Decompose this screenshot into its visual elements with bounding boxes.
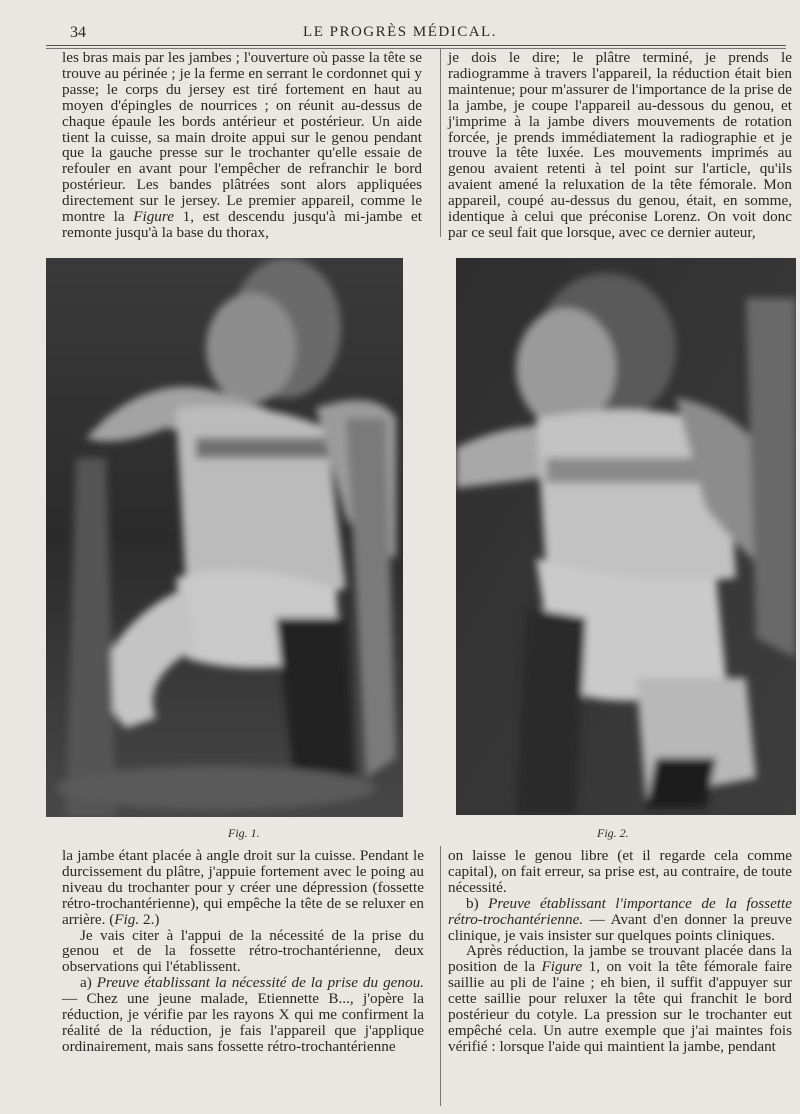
paragraph: je dois le dire; le plâtre terminé, je prends le radiogramme à travers l'appareil, la réduction était bien maintenue; pour m'assurer de l'importance de la prise de la jambe, je coupe l'appareil au-dessous du genou, et j'imprime à la jambe divers mouvements de rotation forcée, je prends immédiatement la radiographie et je trouve la tête luxée. Les mouvements imprimés au genou avaient retenti à tel point sur l'article, qu'ils avaient amené la reluxation de la tête fémorale. Mon appareil, coupé au-dessus du genou, était, en somme, identique à celui que préconise Lorenz. On voit donc par ce seul fait que lorsque, avec ce dernier auteur, [448,49,792,241]
paragraph [62,848,424,928]
paragraph [62,50,422,241]
paragraph [448,943,792,1054]
figure-2-caption: Fig. 2. [597,826,629,840]
paragraph [62,975,424,1055]
figure-1-photograph [46,258,403,817]
section-title: Preuve établissant la nécessité de la prise du genou. [96,974,424,992]
text-run: les bras mais par les jambes ; l'ouverture où passe la tête se trouve au périnée ; je la ferme en serrant le cordonnet qui y passe; le corps du jersey est tiré fortement en haut au moyen d'épingles de nourrices ; on réunit au-dessus de chaque épaule les bords antérieur et postérieur. Un aide tient la cuisse, sa main droite appui sur le genou pendant que la gauche presse sur le trochanter qu'elle essaie de refouler en avant pour l'empêcher de refranchir le bord postérieur. Les bandes plâtrées sont alors appliquées directement sur le jersey. Le premier appareil, comme le montre la [62,49,422,226]
running-head: LE PROGRÈS MÉDICAL. [303,24,497,40]
text-run: Après réduction, la jambe se trouvant placée dans la position de la [448,942,792,976]
figure-reference: Fig. [114,910,140,928]
header-rule [46,45,786,46]
text-run: 2.) [139,910,160,928]
page-number: 34 [70,24,86,41]
figure-1-caption: Fig. 1. [228,826,260,840]
paragraph: on laisse le genou libre (et il regarde cela comme capital), on fait erreur, sa prise est, au contraire, de toute nécessité. [448,847,792,896]
column-divider-lower [440,846,441,1106]
right-column-bottom [448,848,792,1055]
text-run: 1, est descendu jusqu'à mi-jambe et remonte jusqu'à la base du thorax, [62,208,422,241]
paragraph: Je vais citer à l'appui de la nécessité de la prise du genou et de la fossette rétro-trochantérienne, deux observations qui l'établissent. [62,926,424,976]
right-column-top [448,50,792,241]
text-run: — Avant d'en donner la preuve clinique, je vais insister sur quelques points cliniques. [448,910,792,944]
figure-2-photograph [456,258,796,815]
text-run: 1, on voit la tête fémorale faire saillie au pli de l'aine ; eh bien, il suffit d'appuyer sur cette saillie pour reluxer la tête qui franchit le bord postérieur du cotyle. La pression sur le trochanter eut empêché cela. Un autre exemple que j'ai maintes fois vérifié : lorsque l'aide qui maintient la jambe, pendant [448,958,792,1055]
list-label: a) [80,974,97,992]
section-title: Preuve établissant l'importance de la fossette rétro-trochantérienne. [448,894,792,928]
list-label: b) [466,894,489,912]
text-run: la jambe étant placée à angle droit sur la cuisse. Pendant le durcissement du plâtre, j'appuie fortement avec le poing au niveau du trochanter pour y créer une dépression (fossette rétro-trochantérienne), qui empêche la tête de se reluxer en arrière. ( [62,847,424,928]
paragraph [448,896,792,944]
figure-reference: Figure [133,208,174,226]
figure-reference: Figure [541,958,583,976]
text-run: — Chez une jeune malade, Etiennette B..., j'opère la réduction, je vérifie par les rayons X qui me confirment la réalité de la réduction, je fais l'appareil que j'applique ordinairement, mais sans fossette rétro-trochantérienne [62,990,424,1055]
left-column-bottom [62,848,424,1055]
column-divider-upper [440,49,441,237]
left-column-top [62,50,422,241]
